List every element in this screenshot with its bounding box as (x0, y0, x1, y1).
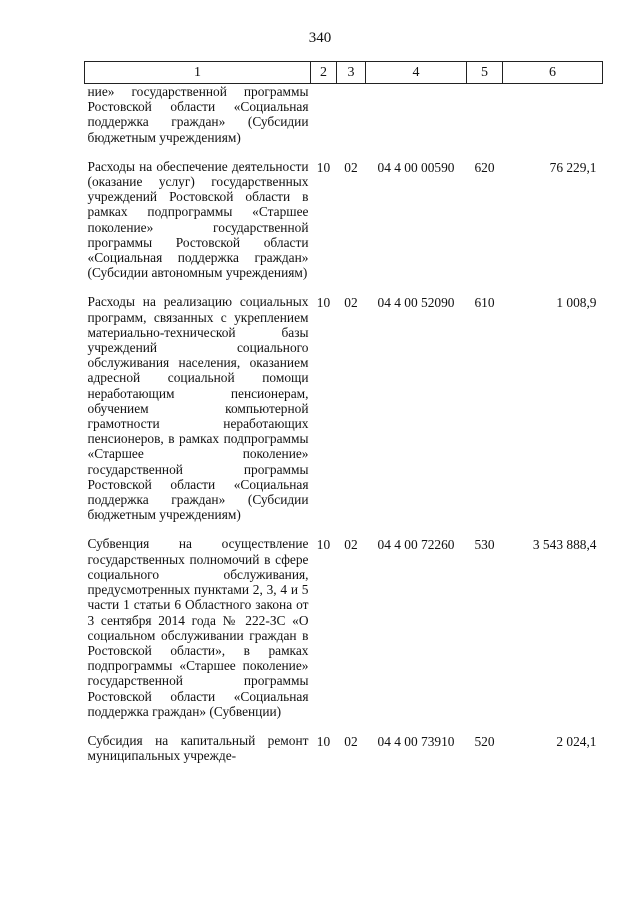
row-target-article: 04 4 00 00590 (377, 159, 455, 175)
row-expense-type: 620 (474, 159, 495, 175)
column-header-2: 2 (311, 62, 337, 84)
row-section: 10 (316, 733, 331, 749)
row-spacer (85, 280, 603, 294)
table-row (85, 294, 603, 522)
row-target-article: 04 4 00 73910 (377, 733, 455, 749)
row-section (311, 84, 337, 145)
column-header-1: 1 (85, 62, 311, 84)
table-header (85, 62, 603, 84)
row-subsection: 02 (344, 159, 358, 175)
row-amount (503, 84, 603, 145)
row-amount: 2 024,1 (556, 733, 597, 749)
row-subsection (337, 84, 366, 145)
page-number: 340 (308, 30, 332, 46)
row-target-article (366, 84, 467, 145)
row-expense-type: 530 (474, 537, 495, 553)
column-header-6: 6 (503, 62, 603, 84)
row-description: ние» государственной программы Ростовской области «Социальная поддержка граждан» (Субсидии бюджетным учреждениям) (87, 84, 309, 145)
table-row (85, 159, 603, 281)
row-description: Субсидия на капитальный ремонт муниципальных учрежде- (87, 732, 309, 764)
row-expense-type: 610 (474, 295, 495, 311)
column-header-4: 4 (366, 62, 467, 84)
row-spacer (85, 719, 603, 733)
row-amount: 1 008,9 (556, 295, 597, 311)
row-amount: 3 543 888,4 (532, 537, 597, 553)
row-target-article: 04 4 00 52090 (377, 295, 455, 311)
row-section: 10 (316, 159, 331, 175)
row-subsection: 02 (344, 537, 358, 553)
row-description: Расходы на реализацию социальных программ, связанных с укреплением материально-технической базы учреждений социального обслуживания населения, оказанием адресной социальной помощи неработающим пенсионерам, обучением компьютерной грамотности неработающих пенсионеров, в рамках подпрограммы «Старшее поколение» государственной программы Ростовской области «Социальная поддержка граждан» (Субсидии бюджетным учреждениям) (87, 294, 309, 523)
row-subsection: 02 (344, 295, 358, 311)
row-target-article: 04 4 00 72260 (377, 537, 455, 553)
row-section: 10 (316, 537, 331, 553)
row-description: Расходы на обеспечение деятельности (оказание услуг) государственных учреждений Ростовской области в рамках подпрограммы «Старшее поколение» государственной программы Ростовской области «Социальная поддержка граждан» (Субсидии автономным учреждениям) (87, 158, 309, 281)
row-section: 10 (316, 295, 331, 311)
row-expense-type: 520 (474, 733, 495, 749)
row-amount: 76 229,1 (549, 159, 597, 175)
table-body (85, 84, 603, 764)
column-header-3: 3 (337, 62, 366, 84)
header-row (85, 62, 603, 84)
row-description: Субвенция на осуществление государственных полномочий в сфере социального обслуживания, предусмотренных пунктами 2, 3, 4 и 5 части 1 статьи 6 Областного закона от 3 сентября 2014 года № 222-ЗС «О социальном обслуживании граждан в Ростовской области», в рамках подпрограммы «Старшее поколение» государственной программы Ростовской области «Социальная поддержка граждан» (Субвенции) (87, 536, 309, 719)
table-row (85, 733, 603, 763)
table-row (85, 536, 603, 718)
column-header-5: 5 (467, 62, 503, 84)
row-spacer (85, 522, 603, 536)
row-subsection: 02 (344, 733, 358, 749)
row-expense-type (467, 84, 503, 145)
table-row (85, 84, 603, 145)
budget-table (84, 61, 603, 763)
row-spacer (85, 145, 603, 159)
